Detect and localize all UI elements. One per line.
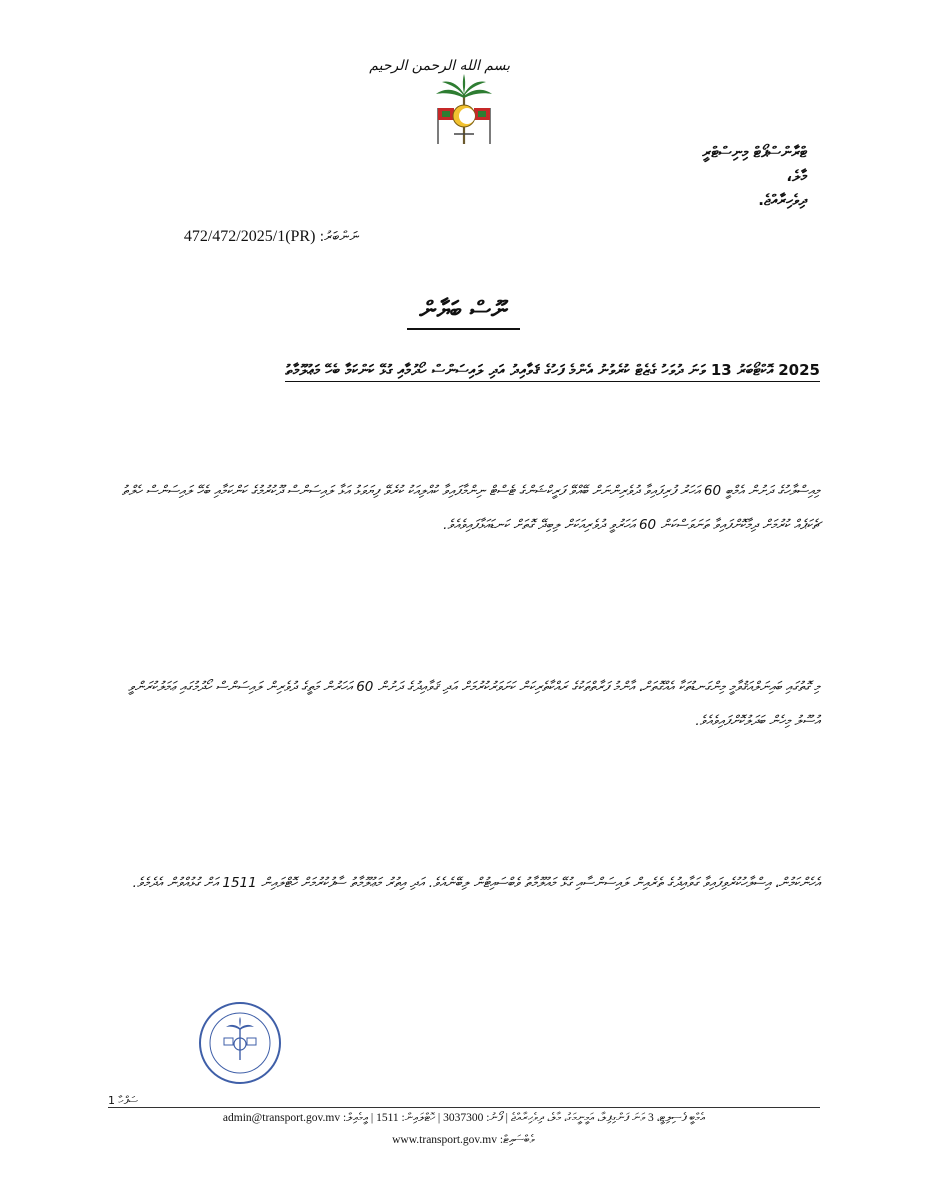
official-seal-icon — [197, 1000, 283, 1086]
footer-divider — [108, 1107, 820, 1108]
subject-heading — [108, 352, 820, 388]
page-number: ސަފްހާ 1 — [108, 1094, 139, 1107]
footer-contact-line: އެމްބީ ފެސިލިޓީ، 3 ވަނަ ފަންގިފިލާ، އަމީނީމަގު، މާލެ، ދިވެހިރާއްޖެ | ފޯނު: 3037300 | ހޮޓްލައިން: 1511 | އީމެއިލް: admin@transport.gov.mv — [222, 1112, 706, 1124]
body-paragraph-1: މިއިސްލާހުގެ ދަށުން އެމްބީ 60 އަހަރު ފުރިފައިވާ ދުވެރިންނަށް ބޭއްވޭ ފަރީކްޝަންގެ ޓެސްޓް ނިންމާފައިވާ ކުއްލިއަކު ކުރެވޭ ފިޔަވަޅު އަޅާ ލައިސަންސް ދޫކުރުމުގެ ކަންކަމާއި ބެހޭ ލައިސަންސް ހެލްތު ޗެކަޕެއް ކުރުމަށް ދިމާކޮށްފައިވާ ތަނަވަސްކަން 60 އަހަރުވީ ދުވެރިއަކަށް ލިބިދޭ ގޮތަށް ކަނޑައަޅާފައިވެއެވެ. — [121, 483, 820, 533]
address-line-ministry: ޓްރާންސްޕޯޓް މިނިސްޓްރީ — [702, 143, 807, 161]
reference-label: ނަންބަރު: — [319, 229, 359, 245]
document-title — [0, 296, 927, 324]
bismillah-calligraphy: بسم الله الرحمن الرحيم — [369, 58, 510, 74]
document-title-text: ނޫސް ބަޔާން — [407, 296, 519, 330]
subject-heading-text: 2025 އޮކްޓޯބަރު 13 ވަނަ ދުވަހު ގެޒެޓް ކުރެވުނު އެންމެ ފަހުގެ ޤަވާއިދު އަދި ލައިސަންސް ހޯދުމާއި ގުޅޭ ކަންކަމާ ބެހޭ މަޢުލޫމާތު — [285, 361, 820, 382]
address-line-city: މާލެ، — [786, 167, 807, 185]
footer-website-line: ވެބްސައިޓް: www.transport.gov.mv — [392, 1134, 535, 1146]
body-paragraph-2: މި ގޮތުގައި ބައިނަލްއަޤުވާމީ މިންގަނޑުތަކާ އެއްގޮތަށް، އާންމު ފަރާތްތަކުގެ ރައްކާތެރިކަން ކަށަވަރުކުރުމަށް އަދި ޤަވާއިދުގެ ދަށުން 60 އަހަރުން މަތީގެ ދުވެރިން ލައިސަންސް ހޯދުމުގައި ޢަމަލުކުރަންވީ އުސޫލު މިހެން ބަދަލުކޮށްފައިވެއެވެ. — [128, 679, 820, 729]
address-line-country: ދިވެހިރާއްޖެ. — [758, 191, 807, 209]
reference-value: (PR)472/472/2025/1 — [183, 228, 316, 245]
reference-number — [184, 228, 359, 246]
body-paragraph-3: އެހެންކަމުން، އިސްލާހުކުރެވިފައިވާ ގަވާއިދުގެ ތެރެއިން ލައިސަންސާއި ގުޅޭ މައުލޫމާތު ވެބްސައިޓުން ލިބޭނެއެވެ. އަދި އިތުރު މަޢުލޫމާތު ސާފުކުރުމަށް ހޮޓްލައިން 1511 އަށް ގުޅުއްވުން އެދެމެވެ. — [132, 875, 820, 891]
